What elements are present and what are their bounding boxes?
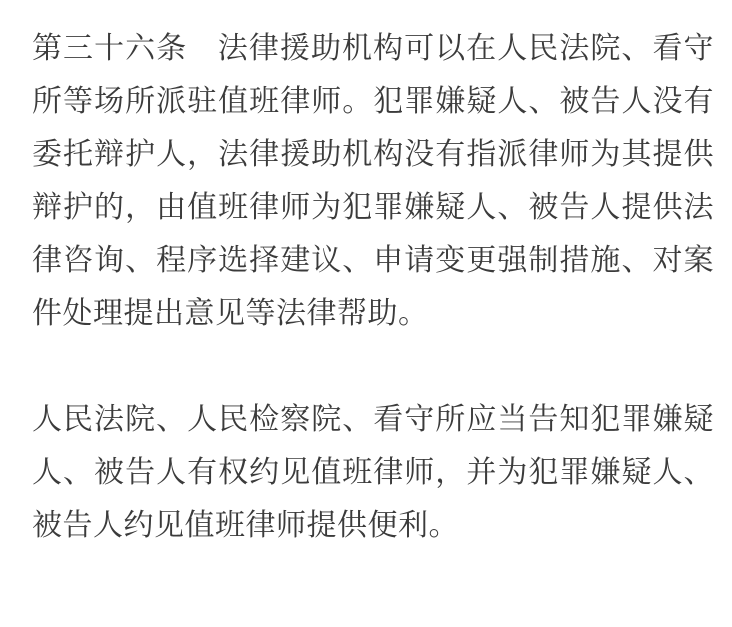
paragraph-2-body: 人民法院、人民检察院、看守所应当告知犯罪嫌疑人、被告人有权约见值班律师，并为犯罪嫌疑人、被告人约见值班律师提供便利。 (32, 403, 714, 542)
paragraph-1 (32, 22, 714, 340)
paragraph-2 (32, 393, 714, 552)
paragraph-1-body: 法律援助机构可以在人民法院、看守所等场所派驻值班律师。犯罪嫌疑人、被告人没有委托辩护人，法律援助机构没有指派律师为其提供辩护的，由值班律师为犯罪嫌疑人、被告人提供法律咨询、程序选择建议、申请变更强制措施、对案件处理提出意见等法律帮助。 (32, 32, 715, 330)
article-number-label: 第三十六条 (32, 32, 188, 65)
article-text-block (32, 22, 714, 552)
